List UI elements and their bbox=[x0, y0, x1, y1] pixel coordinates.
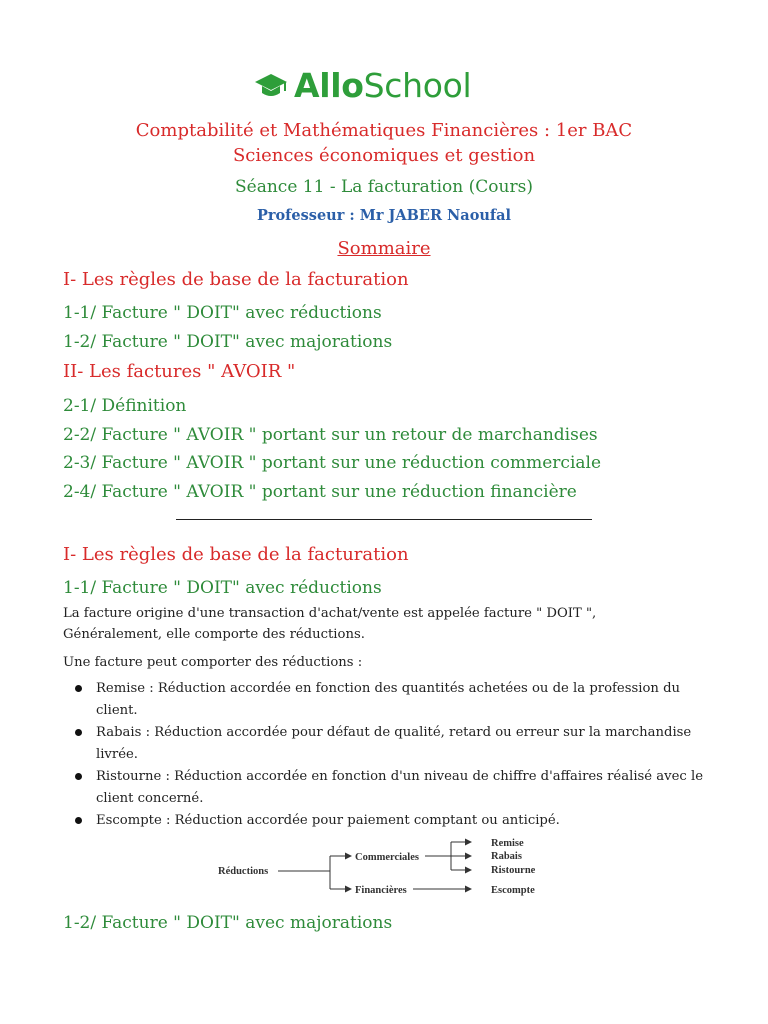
session-title: Séance 11 - La facturation (Cours) bbox=[235, 177, 533, 197]
bullet-icon bbox=[75, 729, 82, 736]
intro-line-2: Généralement, elle comporte des réductions. bbox=[63, 627, 365, 642]
bullet-icon bbox=[75, 773, 82, 780]
list-item-text: Ristourne : Réduction accordée en fonction d'un niveau de chiffre d'affaires réalisé avec le client concerné. bbox=[96, 769, 704, 806]
professor-name: Professeur : Mr JABER Naoufal bbox=[256, 207, 512, 224]
list-item bbox=[63, 678, 723, 721]
toc-item-section-1[interactable]: I- Les règles de base de la facturation bbox=[63, 269, 409, 290]
bullet-icon bbox=[75, 817, 82, 824]
divider bbox=[176, 519, 592, 520]
section-1-heading: I- Les règles de base de la facturation bbox=[63, 544, 409, 565]
subsection-1-1-heading: 1-1/ Facture " DOIT" avec réductions bbox=[63, 578, 382, 598]
subsection-1-2-heading: 1-2/ Facture " DOIT" avec majorations bbox=[63, 913, 393, 933]
list-item bbox=[63, 722, 723, 765]
reductions-diagram bbox=[205, 832, 565, 904]
list-item bbox=[63, 766, 723, 809]
reductions-intro: Une facture peut comporter des réductions : bbox=[63, 655, 363, 670]
bullet-icon bbox=[75, 685, 82, 692]
summary-heading: Sommaire bbox=[337, 238, 431, 259]
toc-item-2-3[interactable]: 2-3/ Facture " AVOIR " portant sur une réduction commerciale bbox=[63, 453, 602, 473]
graduation-cap-icon bbox=[254, 71, 288, 101]
diagram-reductions-label: Réductions bbox=[218, 866, 269, 877]
toc-item-2-2[interactable]: 2-2/ Facture " AVOIR " portant sur un retour de marchandises bbox=[63, 425, 598, 445]
diagram-escompte-label: Escompte bbox=[491, 885, 535, 896]
diagram-commerciales-label: Commerciales bbox=[355, 852, 419, 863]
diagram-rabais-label: Rabais bbox=[491, 851, 522, 862]
toc-item-1-2[interactable]: 1-2/ Facture " DOIT" avec majorations bbox=[63, 332, 393, 352]
toc-item-1-1[interactable]: 1-1/ Facture " DOIT" avec réductions bbox=[63, 303, 382, 323]
toc-item-section-2[interactable]: II- Les factures " AVOIR " bbox=[63, 361, 296, 382]
intro-paragraph bbox=[63, 603, 723, 645]
logo-text-bold: Allo bbox=[294, 66, 364, 105]
list-item bbox=[63, 810, 723, 832]
diagram-ristourne-label: Ristourne bbox=[491, 865, 536, 876]
reductions-list bbox=[63, 678, 723, 833]
list-item-text: Escompte : Réduction accordée pour paiement comptant ou anticipé. bbox=[96, 813, 560, 828]
toc-item-2-1[interactable]: 2-1/ Définition bbox=[63, 396, 187, 416]
diagram-financieres-label: Financières bbox=[355, 885, 407, 896]
course-title bbox=[0, 118, 768, 168]
diagram-remise-label: Remise bbox=[491, 838, 524, 849]
logo-text-regular: School bbox=[363, 66, 472, 105]
alloschool-logo[interactable] bbox=[254, 64, 471, 108]
intro-line-1: La facture origine d'une transaction d'achat/vente est appelée facture " DOIT ", bbox=[63, 606, 597, 621]
list-item-text: Rabais : Réduction accordée pour défaut de qualité, retard ou erreur sur la marchandise livrée. bbox=[96, 725, 692, 762]
logo-wordmark bbox=[294, 64, 471, 108]
list-item-text: Remise : Réduction accordée en fonction des quantités achetées ou de la profession du client. bbox=[96, 681, 681, 718]
course-title-text: Comptabilité et Mathématiques Financières : 1er BAC Sciences économiques et gestion bbox=[135, 120, 633, 166]
toc-item-2-4[interactable]: 2-4/ Facture " AVOIR " portant sur une réduction financière bbox=[63, 482, 577, 502]
